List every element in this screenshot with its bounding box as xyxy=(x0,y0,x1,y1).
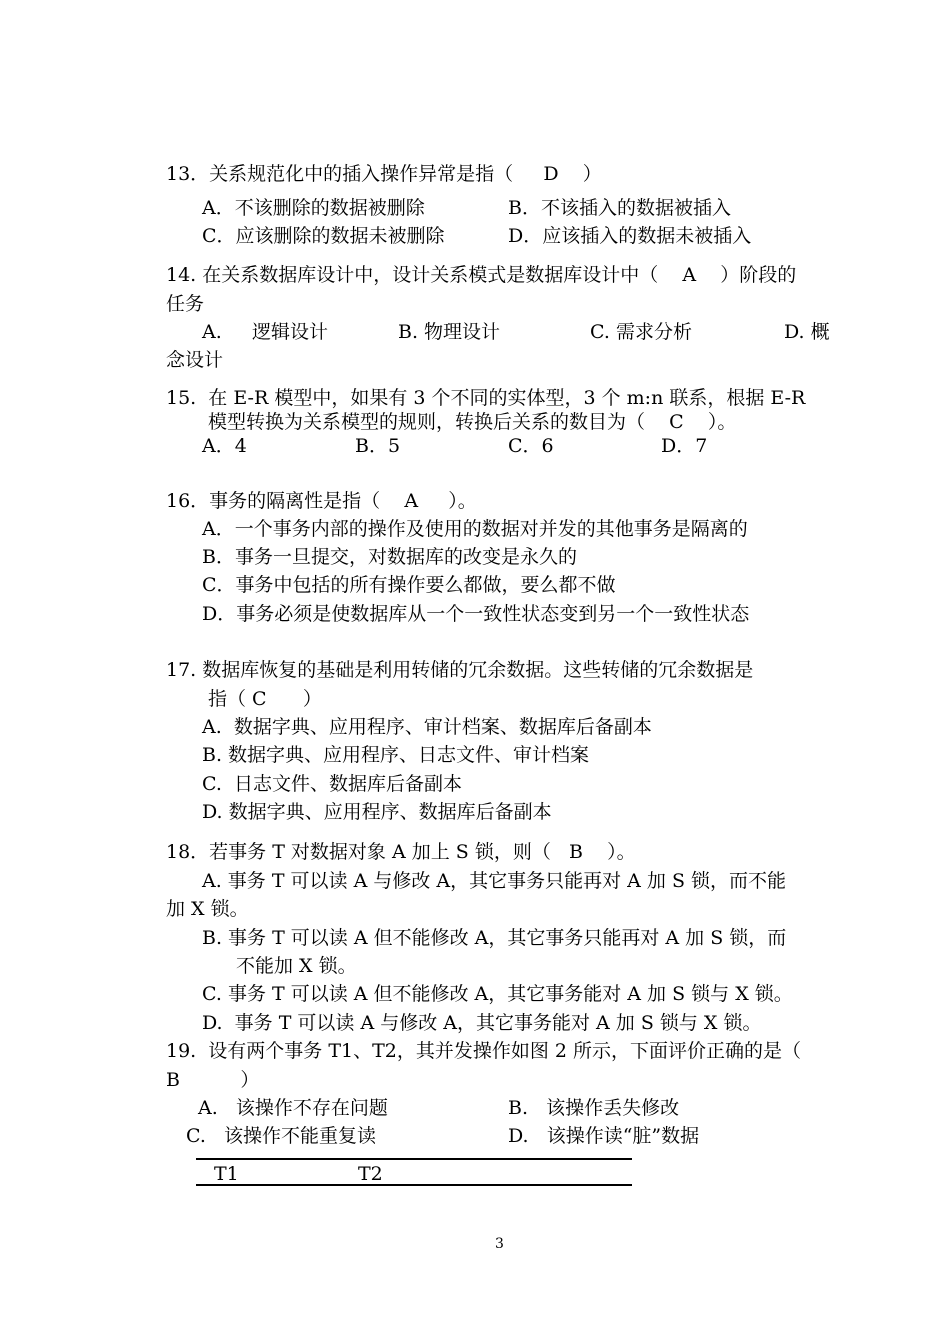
q18-option-b-line2: 不能加 X 锁。 xyxy=(236,955,357,977)
q18-option-c: C. 事务 T 可以读 A 但不能修改 A，其它事务能对 A 加 S 锁与 X 锁。 xyxy=(202,983,793,1005)
q19-stem-line1: 19. 设有两个事务 T1、T2，其并发操作如图 2 所示，下面评价正确的是（ xyxy=(166,1040,802,1062)
q17-option-b: B. 数据字典、应用程序、日志文件、审计档案 xyxy=(202,744,590,766)
table-top-rule xyxy=(196,1158,632,1160)
q16-option-d: D．事务必须是使数据库从一个一致性状态变到另一个一致性状态 xyxy=(202,603,750,625)
q14-option-a: A. 逻辑设计 xyxy=(202,321,328,343)
q18-option-d: D. 事务 T 可以读 A 与修改 A，其它事务能对 A 加 S 锁与 X 锁。 xyxy=(202,1012,762,1034)
q18-stem: 18．若事务 T 对数据对象 A 加上 S 锁，则（ B ）。 xyxy=(166,841,636,863)
q15-option-c: C．6 xyxy=(508,435,554,457)
q13-option-b: B．不该插入的数据被插入 xyxy=(508,197,731,219)
q15-stem-line1: 15. 在 E-R 模型中，如果有 3 个不同的实体型，3 个 m:n 联系，根据 E-R xyxy=(166,387,806,409)
q14-option-d-continued: 念设计 xyxy=(166,349,224,371)
q16-stem: 16．事务的隔离性是指（ A ）。 xyxy=(166,490,477,512)
q13-stem: 13．关系规范化中的插入操作异常是指（ D ） xyxy=(166,163,602,185)
q14-option-c: C. 需求分析 xyxy=(590,321,692,343)
q15-option-a: A．4 xyxy=(202,435,247,457)
q13-option-a: A．不该删除的数据被删除 xyxy=(202,197,425,219)
table-header-t1: T1 xyxy=(214,1163,239,1185)
q19-stem-line2: B ） xyxy=(166,1069,260,1091)
table-header-rule xyxy=(196,1184,632,1186)
q14-option-b: B. 物理设计 xyxy=(398,321,501,343)
table-header-t2: T2 xyxy=(358,1163,383,1185)
q17-stem-line2: 指（ C ） xyxy=(208,688,322,710)
q18-option-a-line1: A. 事务 T 可以读 A 与修改 A，其它事务只能再对 A 加 S 锁，而不能 xyxy=(202,870,787,892)
page-number: 3 xyxy=(495,1236,504,1252)
q17-option-c: C. 日志文件、数据库后备副本 xyxy=(202,773,462,795)
q14-option-d: D. 概 xyxy=(784,321,830,343)
q19-option-b: B. 该操作丢失修改 xyxy=(508,1097,680,1119)
q17-option-a: A. 数据字典、应用程序、审计档案、数据库后备副本 xyxy=(202,716,652,738)
q16-option-b: B．事务一旦提交，对数据库的改变是永久的 xyxy=(202,546,577,568)
q13-option-d: D．应该插入的数据未被插入 xyxy=(508,225,752,247)
q19-option-d: D. 该操作读“脏”数据 xyxy=(508,1125,700,1147)
q17-stem-line1: 17. 数据库恢复的基础是利用转储的冗余数据。这些转储的冗余数据是 xyxy=(166,659,754,681)
q15-stem-line2: 模型转换为关系模型的规则，转换后关系的数目为（ C ）。 xyxy=(208,411,737,433)
q19-option-a: A. 该操作不存在问题 xyxy=(198,1097,388,1119)
q16-option-a: A．一个事务内部的操作及使用的数据对并发的其他事务是隔离的 xyxy=(202,518,748,540)
q17-option-d: D. 数据字典、应用程序、数据库后备副本 xyxy=(202,801,552,823)
q18-option-a-line2: 加 X 锁。 xyxy=(166,898,249,920)
q14-stem-line1: 14. 在关系数据库设计中，设计关系模式是数据库设计中（ A ）阶段的 xyxy=(166,264,797,286)
q14-stem-line2: 任务 xyxy=(166,293,205,315)
q15-option-b: B．5 xyxy=(355,435,401,457)
q16-option-c: C．事务中包括的所有操作要么都做，要么都不做 xyxy=(202,574,616,596)
q18-option-b-line1: B. 事务 T 可以读 A 但不能修改 A，其它事务只能再对 A 加 S 锁，而 xyxy=(202,927,787,949)
q13-option-c: C．应该删除的数据未被删除 xyxy=(202,225,445,247)
q19-option-c: C. 该操作不能重复读 xyxy=(186,1125,377,1147)
q15-option-d: D．7 xyxy=(661,435,708,457)
